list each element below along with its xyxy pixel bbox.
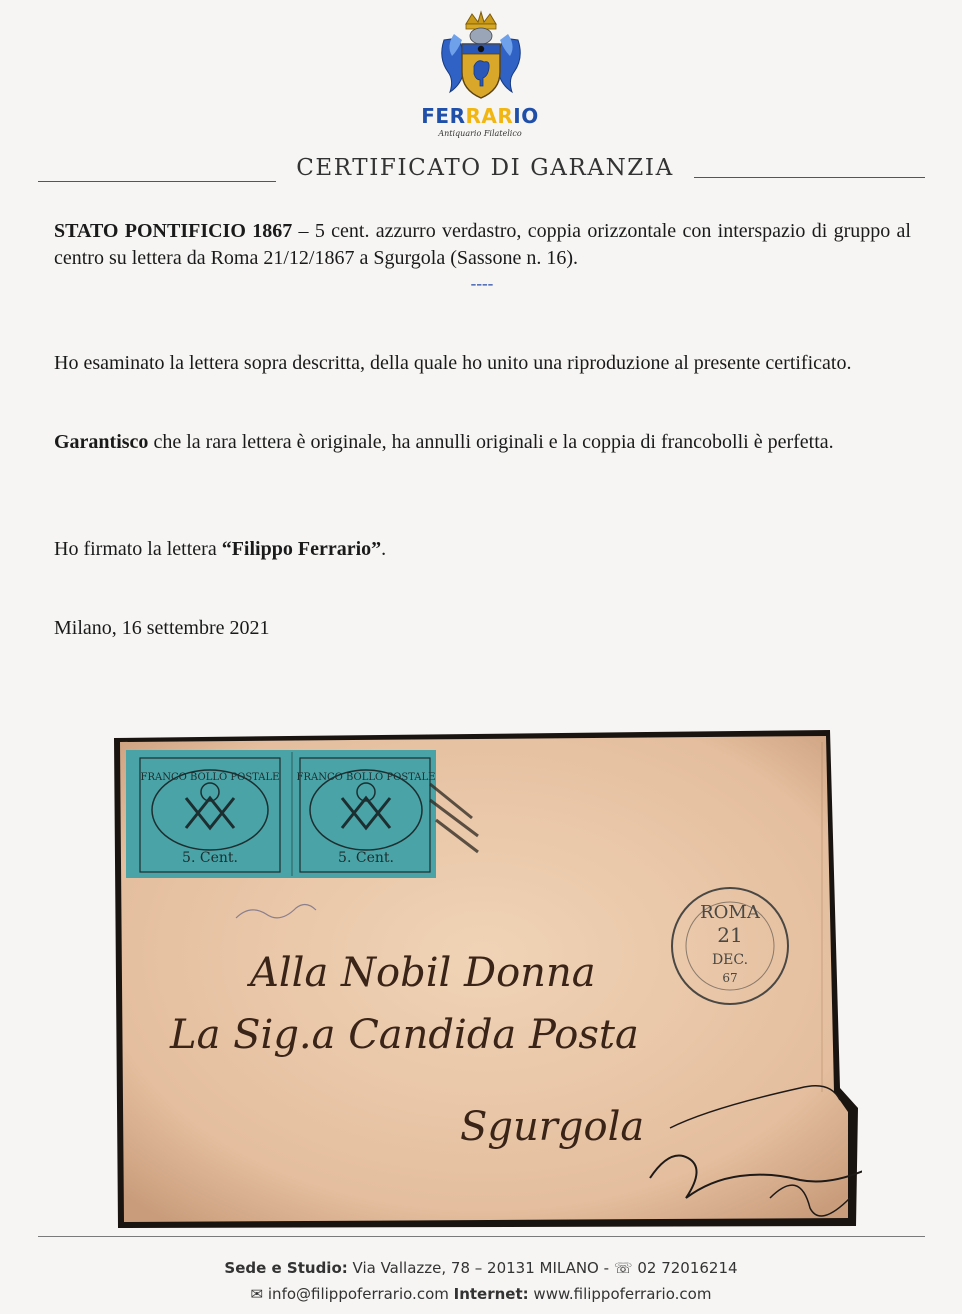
footer-rule bbox=[38, 1236, 925, 1237]
brand-tagline: Antiquario Filatelico bbox=[438, 129, 522, 138]
signature-statement: Ho firmato la lettera “Filippo Ferrario”. bbox=[54, 538, 387, 560]
item-description: STATO PONTIFICIO 1867 – 5 cent. azzurro verdastro, coppia orizzontale con interspazio di gruppo al centro su lettera da Roma 21/12/1867 a Sgurgola (Sassone n. 16). bbox=[54, 220, 911, 269]
postmark-day: 21 bbox=[717, 923, 743, 947]
footer-contact-line: ✉ info@filippoferrario.com Internet: www.filippoferrario.com bbox=[250, 1285, 712, 1303]
examination-statement: Ho esaminato la lettera sopra descritta, della quale ho unito una riproduzione al presente certificato. bbox=[54, 352, 852, 374]
footer-website[interactable]: www.filippoferrario.com bbox=[528, 1285, 712, 1303]
stamp-left-value: 5. Cent. bbox=[182, 850, 238, 866]
address-line-2: La Sig.a Candida Posta bbox=[170, 1012, 639, 1058]
certificate-title: CERTIFICATO DI GARANZIA bbox=[296, 155, 674, 181]
footer-email[interactable]: info@filippoferrario.com bbox=[263, 1285, 454, 1303]
coat-of-arms-logo bbox=[436, 10, 526, 104]
stamp-pair bbox=[126, 750, 436, 878]
place-and-date: Milano, 16 settembre 2021 bbox=[54, 617, 270, 639]
postmark-month: DEC. bbox=[711, 952, 749, 968]
guarantee-statement: Garantisco che la rara lettera è originale, ha annulli originali e la coppia di francobolli è perfetta. bbox=[54, 431, 834, 453]
postmark-year: 67 bbox=[722, 971, 738, 985]
separator: ---- bbox=[470, 274, 494, 293]
stamp-right-top-text: FRANCO BOLLO POSTALE bbox=[296, 772, 436, 783]
phone-fax-icon: ☏ bbox=[613, 1259, 633, 1277]
stamp-right-value: 5. Cent. bbox=[338, 850, 394, 866]
postmark-city: ROMA bbox=[700, 902, 760, 923]
address-line-3: Sgurgola bbox=[460, 1104, 645, 1150]
footer-address-line: Sede e Studio: Via Vallazze, 78 – 20131 MILANO - ☏ 02 72016214 bbox=[224, 1259, 738, 1277]
brand-wordmark: FERRARIO bbox=[421, 104, 539, 128]
stamp-left-top-text: FRANCO BOLLO POSTALE bbox=[140, 772, 280, 783]
envelope-icon: ✉ bbox=[250, 1285, 264, 1303]
letter-photo bbox=[110, 728, 862, 1230]
address-line-1: Alla Nobil Donna bbox=[250, 950, 596, 996]
title-rule-right bbox=[694, 177, 925, 178]
title-rule-left bbox=[38, 181, 276, 182]
